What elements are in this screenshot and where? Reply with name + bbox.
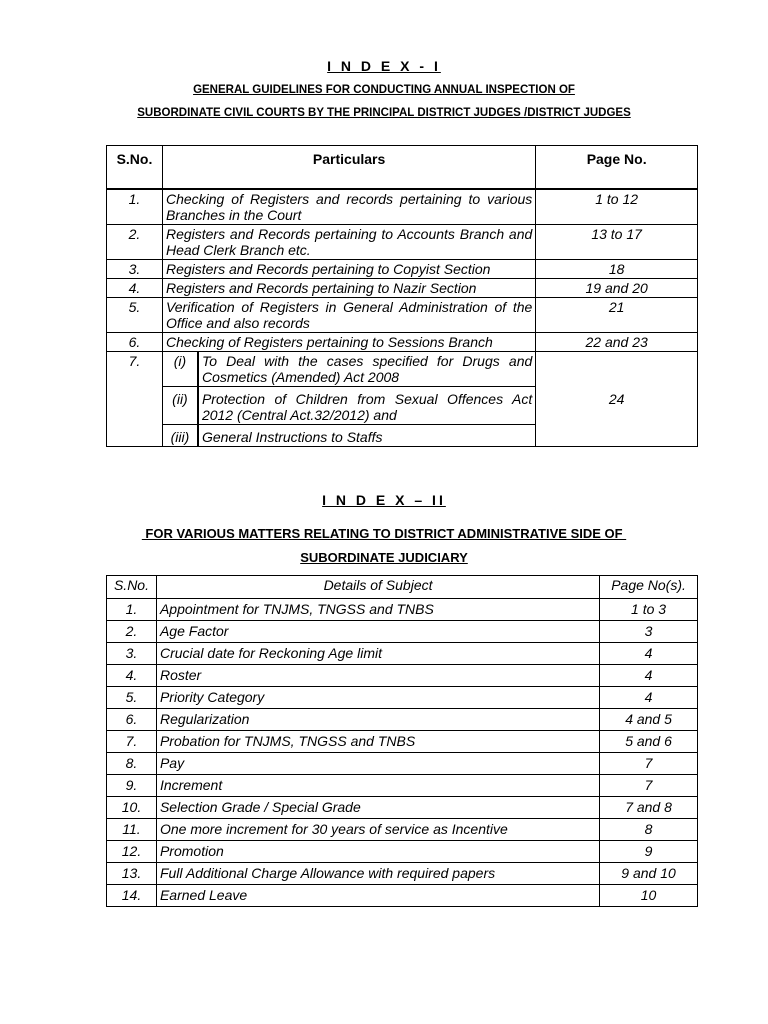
row-particulars: Registers and Records pertaining to Nazir Section (162, 279, 535, 298)
row-page: 5 and 6 (600, 731, 698, 753)
row-sno: 6. (107, 709, 157, 731)
table-row (107, 885, 698, 907)
row-particulars: Registers and Records pertaining to Accounts Branch and Head Clerk Branch etc. (162, 225, 535, 260)
row-page: 7 (600, 775, 698, 797)
table-row (107, 189, 698, 225)
row-sno: 6. (107, 333, 163, 352)
row-page: 7 (600, 753, 698, 775)
row-page: 18 (536, 260, 698, 279)
row-sno: 13. (107, 863, 157, 885)
row-subject: Roster (156, 665, 599, 687)
row-page: 9 (600, 841, 698, 863)
row-page: 10 (600, 885, 698, 907)
row-page: 4 and 5 (600, 709, 698, 731)
row-sno: 2. (107, 225, 163, 260)
row-subject: Selection Grade / Special Grade (156, 797, 599, 819)
row-sno: 7. (107, 352, 163, 447)
table-row (107, 643, 698, 665)
row-page: 8 (600, 819, 698, 841)
sub-item-number: (ii) (163, 387, 198, 425)
index2-header-subject: Details of Subject (156, 576, 599, 599)
row-page: 9 and 10 (600, 863, 698, 885)
index1-header-particulars: Particulars (162, 146, 535, 190)
row-sno: 12. (107, 841, 157, 863)
row-page: 21 (536, 298, 698, 333)
index2-title: I N D E X – II (322, 492, 446, 508)
index2-body (107, 599, 698, 907)
row-page: 7 and 8 (600, 797, 698, 819)
sub-item (163, 387, 535, 425)
sub-item-number: (i) (163, 352, 198, 387)
table-row (107, 841, 698, 863)
sub-item (163, 425, 535, 447)
index1-subtitle-line2: SUBORDINATE CIVIL COURTS BY THE PRINCIPAL DISTRICT JUDGES /DISTRICT JUDGES (137, 107, 631, 119)
table-row (107, 225, 698, 260)
row-subject: Promotion (156, 841, 599, 863)
row-sno: 11. (107, 819, 157, 841)
sub-items-cell (162, 352, 535, 447)
table-row (107, 731, 698, 753)
row-sno: 3. (107, 643, 157, 665)
row-sno: 4. (107, 665, 157, 687)
row-subject: Appointment for TNJMS, TNGSS and TNBS (156, 599, 599, 621)
sub-item-number: (iii) (163, 425, 198, 447)
row-subject: Increment (156, 775, 599, 797)
row-sno: 3. (107, 260, 163, 279)
index1-header-page: Page No. (536, 146, 698, 190)
row-page: 19 and 20 (536, 279, 698, 298)
index2-header-sno: S.No. (107, 576, 157, 599)
table-row (107, 775, 698, 797)
row-page: 24 (536, 352, 698, 447)
index2-table (106, 575, 698, 907)
index1-title: I N D E X - I (327, 58, 441, 74)
table-row (107, 333, 698, 352)
row-subject: One more increment for 30 years of service as Incentive (156, 819, 599, 841)
index1-table (106, 145, 698, 447)
table-row (107, 298, 698, 333)
table-row (107, 352, 698, 447)
row-sno: 9. (107, 775, 157, 797)
sub-item-text: Protection of Children from Sexual Offences Act 2012 (Central Act.32/2012) and (198, 387, 535, 425)
row-sno: 7. (107, 731, 157, 753)
row-subject: Full Additional Charge Allowance with required papers (156, 863, 599, 885)
sub-item (163, 352, 535, 387)
row-page: 1 to 12 (536, 189, 698, 225)
row-particulars: Verification of Registers in General Administration of the Office and also records (162, 298, 535, 333)
row-sno: 4. (107, 279, 163, 298)
row-page: 1 to 3 (600, 599, 698, 621)
row-sno: 8. (107, 753, 157, 775)
table-row (107, 599, 698, 621)
row-page: 4 (600, 643, 698, 665)
table-row (107, 621, 698, 643)
table-row (107, 260, 698, 279)
table-row (107, 279, 698, 298)
row-sno: 5. (107, 298, 163, 333)
row-subject: Crucial date for Reckoning Age limit (156, 643, 599, 665)
index2-subtitle-line2: SUBORDINATE JUDICIARY (300, 550, 468, 565)
row-page: 13 to 17 (536, 225, 698, 260)
row-subject: Pay (156, 753, 599, 775)
row-subject: Priority Category (156, 687, 599, 709)
table-row (107, 797, 698, 819)
sub-item-text: General Instructions to Staffs (201, 429, 383, 445)
row-subject: Earned Leave (156, 885, 599, 907)
row-page: 22 and 23 (536, 333, 698, 352)
table-row (107, 665, 698, 687)
index2-subtitle-line1: FOR VARIOUS MATTERS RELATING TO DISTRICT ADMINISTRATIVE SIDE OF (141, 526, 627, 541)
row-particulars: Checking of Registers pertaining to Sessions Branch (162, 333, 535, 352)
sub-item-text: To Deal with the cases specified for Drugs and Cosmetics (Amended) Act 2008 (198, 352, 535, 387)
row-sno: 2. (107, 621, 157, 643)
sub-items-table (163, 352, 535, 446)
row-sno: 14. (107, 885, 157, 907)
index1-header-row (107, 146, 698, 190)
row-page: 3 (600, 621, 698, 643)
table-row (107, 753, 698, 775)
index1-subtitle-line1: GENERAL GUIDELINES FOR CONDUCTING ANNUAL INSPECTION OF (193, 84, 575, 96)
index2-header-page: Page No(s). (600, 576, 698, 599)
row-page: 4 (600, 687, 698, 709)
row-particulars: Registers and Records pertaining to Copyist Section (162, 260, 535, 279)
row-sno: 10. (107, 797, 157, 819)
index1-header-sno: S.No. (107, 146, 163, 190)
row-page: 4 (600, 665, 698, 687)
row-sno: 1. (107, 189, 163, 225)
row-sno: 5. (107, 687, 157, 709)
table-row (107, 709, 698, 731)
table-row (107, 863, 698, 885)
row-particulars: Checking of Registers and records pertaining to various Branches in the Court (162, 189, 535, 225)
row-subject: Probation for TNJMS, TNGSS and TNBS (156, 731, 599, 753)
index2-header-row (107, 576, 698, 599)
row-subject: Regularization (156, 709, 599, 731)
row-sno: 1. (107, 599, 157, 621)
table-row (107, 687, 698, 709)
row-subject: Age Factor (156, 621, 599, 643)
table-row (107, 819, 698, 841)
